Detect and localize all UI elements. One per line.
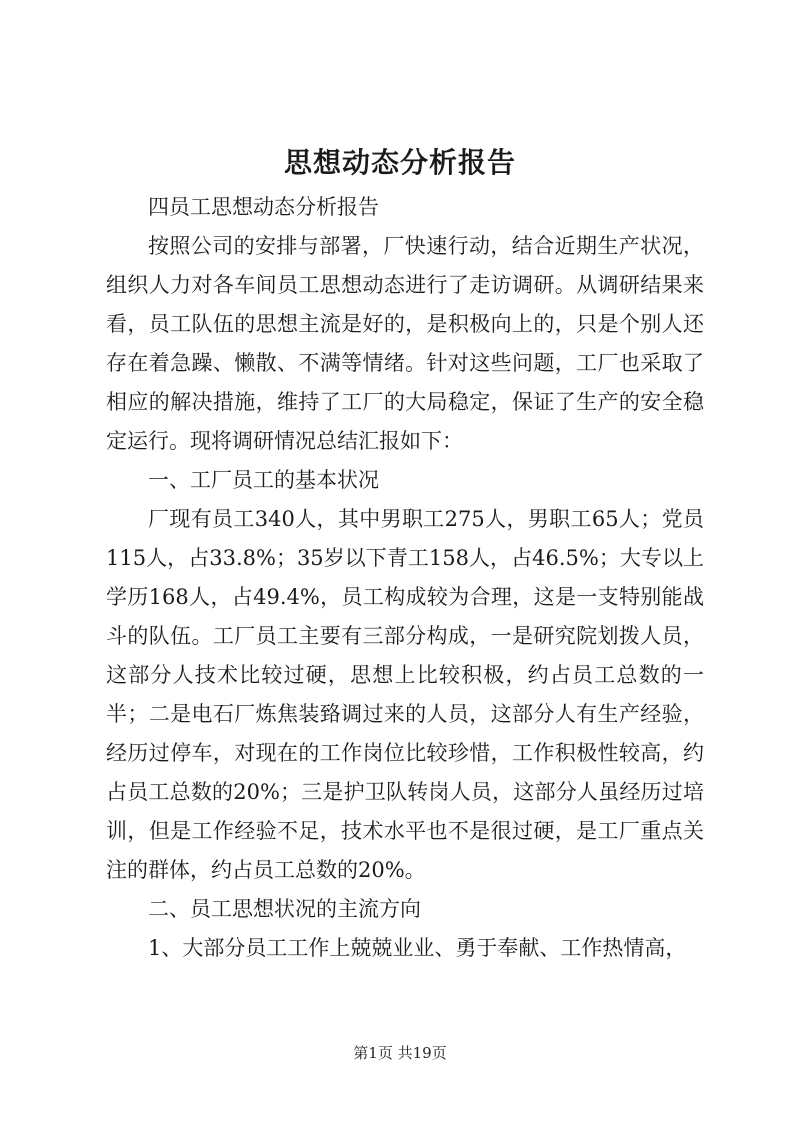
page-number-footer: 第1页 共19页 — [353, 1044, 447, 1062]
document-title: 思想动态分析报告 — [283, 146, 516, 179]
document-body — [106, 188, 704, 968]
section-heading-1: 一、工厂员工的基本状况 — [148, 468, 379, 492]
intro-paragraph: 按照公司的安排与部署，厂快速行动，结合近期生产状况，组织人力对各车间员工思想动态进行了走访调研。从调研结果来看，员工队伍的思想主流是好的，是积极向上的，只是个别人还存在着急躁、懒散、不满等情绪。针对这些问题，工厂也采取了相应的解决措施，维持了工厂的大局稳定，保证了生产的安全稳定运行。现将调研情况总结汇报如下： — [106, 234, 704, 453]
subtitle-paragraph: 四员工思想动态分析报告 — [148, 195, 379, 219]
staff-overview-paragraph: 厂现有员工340人，其中男职工275人，男职工65人；党员115人，占33.8%；35岁以下青工158人，占46.5%；大专以上学历168人，占49.4%，员工构成较为合理，这是一支特别能战斗的队伍。工厂员工主要有三部分构成，一是研究院划拨人员，这部分人技术比较过硬，思想上比较积极，约占员工总数的一半；二是电石厂炼焦装臵调过来的人员，这部分人有生产经验，经历过停车，对现在的工作岗位比较珍惜，工作积极性较高，约占员工总数的20%；三是护卫队转岗人员，这部分人虽经历过培训，但是工作经验不足，技术水平也不是很过硬，是工厂重点关注的群体，约占员工总数的20%。 — [106, 507, 704, 882]
section-heading-2: 二、员工思想状况的主流方向 — [148, 897, 421, 921]
point-1-paragraph: 1、大部分员工工作上兢兢业业、勇于奉献、工作热情高， — [148, 936, 687, 960]
